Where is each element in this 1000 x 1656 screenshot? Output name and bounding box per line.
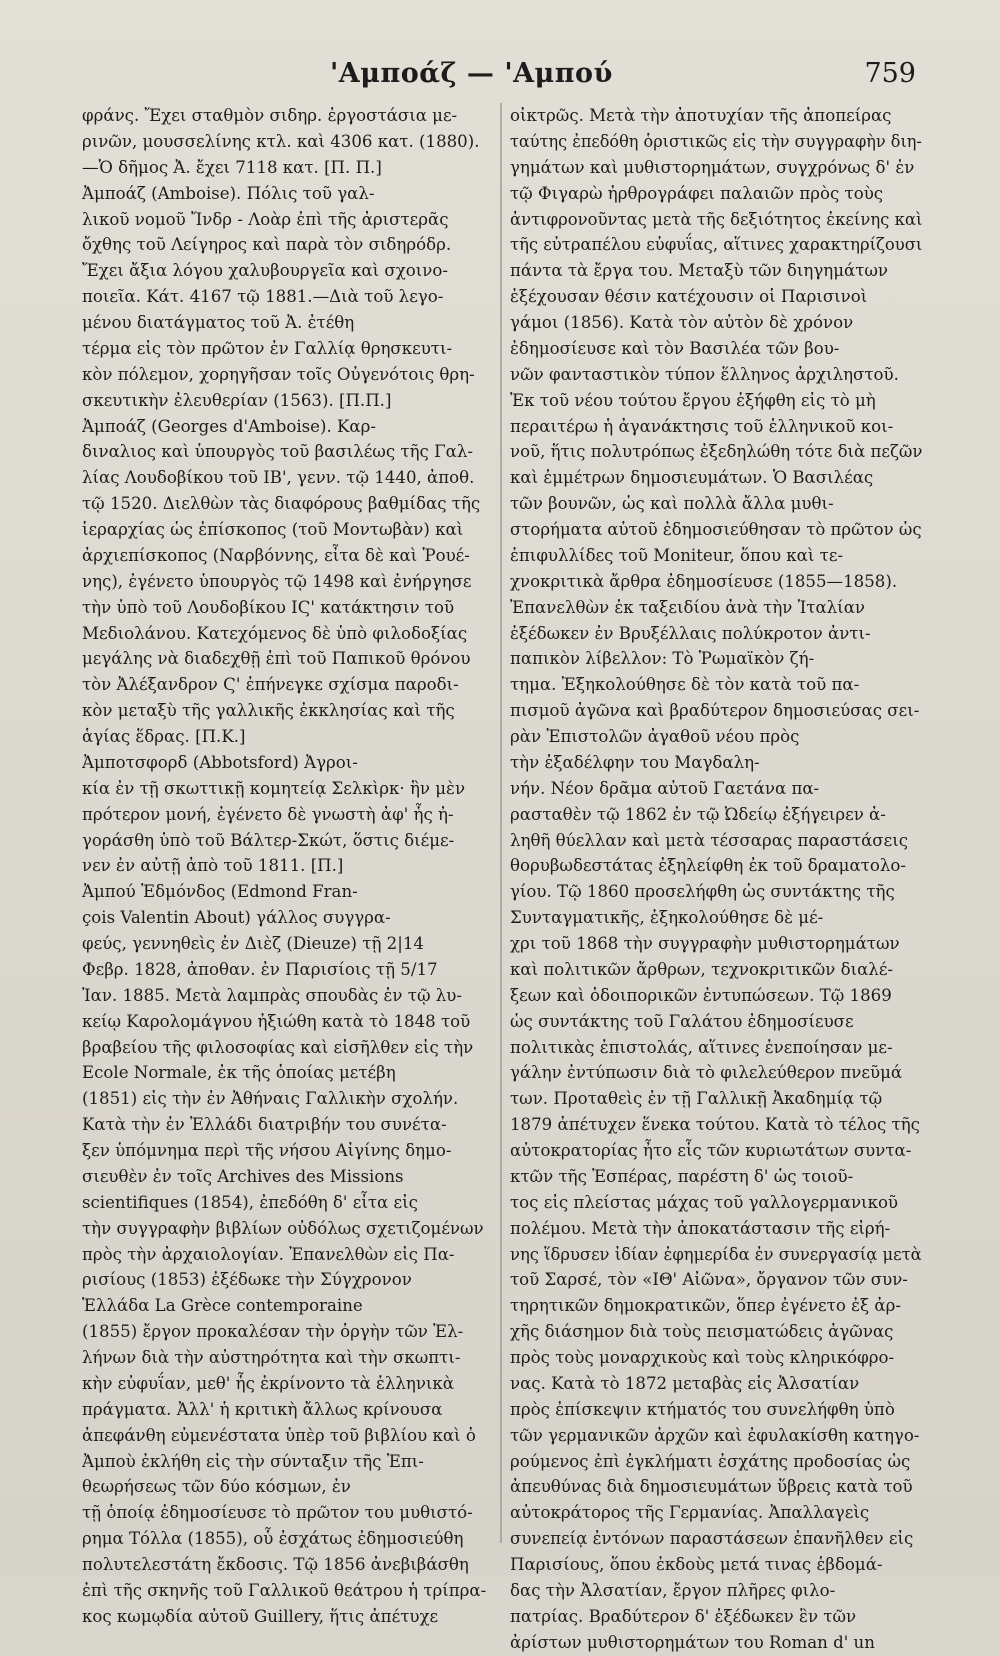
column-divider xyxy=(500,103,502,1543)
text-line: καὶ ἐμμέτρων δημοσιευμάτων. Ὁ Βασιλέας xyxy=(510,468,874,488)
text-line: καὶ πολιτικῶν ἄρθρων, τεχνοκριτικῶν διαλέ- xyxy=(510,959,894,979)
page-header xyxy=(0,58,1000,98)
text-line: τῶν γερμανικῶν ἀρχῶν καὶ ἐφυλακίσθη κατηγο- xyxy=(510,1425,920,1445)
text-line: ρὰν Ἐπιστολῶν ἀγαθοῦ νέου πρὸς xyxy=(510,727,800,746)
text-line: πρὸς τὴν ἀρχαιολογίαν. Ἐπανελθὼν εἰς Πα- xyxy=(82,1244,455,1264)
left-column xyxy=(82,103,510,1630)
text-line: ἐδημοσίευσε καὶ τὸν Βασιλέα τῶν βου- xyxy=(510,338,840,358)
text-line: ἐξέδωκεν ἐν Βρυξέλλαις πολύκροτον ἀντι- xyxy=(510,623,871,643)
text-line: διναλιος καὶ ὑπουργὸς τοῦ βασιλέως τῆς Γαλ- xyxy=(82,442,473,462)
text-line: ρημα Τόλλα (1855), οὗ ἐσχάτως ἐδημοσιεύθη xyxy=(82,1529,464,1549)
text-line: θορυβωδεστάτας ἐξηλείφθη ἐκ τοῦ δραματολο- xyxy=(510,856,906,876)
text-line: Ἀμποάζ (Amboise). Πόλις τοῦ γαλ- xyxy=(82,183,375,203)
text-line: Μεδιολάνου. Κατεχόμενος δὲ ὑπὸ φιλοδοξίας xyxy=(82,623,468,643)
text-line: νας. Κατὰ τὸ 1872 μεταβὰς εἰς Ἀλσατίαν xyxy=(510,1373,860,1393)
text-line: Ἐκ τοῦ νέου τούτου ἔργου ἐξήφθη εἰς τὸ μὴ xyxy=(510,390,876,410)
text-line: νεν ἐν αὐτῇ ἀπὸ τοῦ 1811. [Π.] xyxy=(82,856,344,876)
text-line: Ἔχει ἄξια λόγου χαλυβουργεῖα καὶ σχοινο- xyxy=(82,261,448,281)
text-line: πολιτικὰς ἐπιστολάς, αἵτινες ἐνεποίησαν με- xyxy=(510,1037,893,1057)
text-line: ἐπὶ τῆς σκηνῆς τοῦ Γαλλικοῦ θεάτρου ἡ τρίπρα- xyxy=(82,1580,487,1600)
text-line: σκευτικὴν ἐλευθερίαν (1563). [Π.Π.] xyxy=(82,390,392,410)
text-line: πάντα τὰ ἔργα του. Μεταξὺ τῶν διηγημάτων xyxy=(510,261,889,281)
text-line: Ἑλλάδα La Grèce contemporaine xyxy=(82,1296,363,1316)
text-line: λήνων διὰ τὴν αὐστηρότητα καὶ τὴν σκωπτι- xyxy=(82,1348,461,1367)
text-line: ταύτης ἐπεδόθη ὁριστικῶς εἰς τὴν συγγραφὴν διη- xyxy=(510,131,922,151)
text-line: περαιτέρω ἡ ἀγανάκτησις τοῦ ἑλληνικοῦ κοι- xyxy=(510,416,894,436)
text-line: τῷ Φιγαρὼ ἠρθρογράφει παλαιῶν πρὸς τοὺς xyxy=(510,183,884,203)
text-line: συνεπείᾳ ἐντόνων παραστάσεων ἐπανῆλθεν εἰς xyxy=(510,1529,914,1549)
text-line: πρὸς ἐπίσκεψιν κτήματός του συνελήφθη ὑπὸ xyxy=(510,1399,895,1419)
text-line: λίας Λουδοβίκου τοῦ ΙΒ', γενν. τῷ 1440, ἀποθ. xyxy=(82,468,475,488)
text-line: Ἀμποὺ ἐκλήθη εἰς τὴν σύνταξιν τῆς Ἐπι- xyxy=(82,1451,424,1471)
text-line: ἐπιφυλλίδες τοῦ Moniteur, ὅπου καὶ τε- xyxy=(510,545,844,565)
text-line: κος κωμῳδία αὐτοῦ Guillery, ἥτις ἀπέτυχε xyxy=(82,1606,439,1626)
text-line: νης), ἐγένετο ὑπουργὸς τῷ 1498 καὶ ἐνήργησε xyxy=(82,571,472,591)
text-line: ἐξέχουσαν θέσιν κατέχουσιν οἱ Παρισινοὶ xyxy=(510,287,868,307)
text-line: γάλην ἐντύπωσιν διὰ τὸ φιλελεύθερον πνεῦμά xyxy=(510,1063,903,1083)
text-line: Ἀμποάζ (Georges d'Amboise). Καρ- xyxy=(82,416,376,436)
text-line: Ἀμποτσφορδ (Abbotsford) Ἀγροι- xyxy=(82,752,358,772)
text-line: (1851) εἰς τὴν ἐν Ἀθήναις Γαλλικὴν σχολήν. xyxy=(82,1089,459,1109)
text-line: ὄχθης τοῦ Λείγηρος καὶ παρὰ τὸν σιδηρόδρ. xyxy=(82,235,452,255)
text-line: ἀρχιεπίσκοπος (Ναρβόννης, εἶτα δὲ καὶ Ῥουέ- xyxy=(82,545,470,565)
text-line: τηρητικῶν δημοκρατικῶν, ὅπερ ἐγένετο ἐξ ἀρ- xyxy=(510,1296,901,1316)
text-line: σιευθὲν ἐν τοῖς Archives des Missions xyxy=(82,1166,404,1186)
text-line: νης ἵδρυσεν ἰδίαν ἐφημερίδα ἐν συνεργασίᾳ μετὰ xyxy=(510,1244,922,1264)
text-line: κείῳ Καρολομάγνου ἠξιώθη κατὰ τὸ 1848 τοῦ xyxy=(82,1011,471,1031)
text-line: των. Προταθεὶς ἐν τῇ Γαλλικῇ Ἀκαδημίᾳ τῷ xyxy=(510,1089,883,1109)
text-line: ἱεραρχίας ὡς ἐπίσκοπος (τοῦ Μοντωβὰν) καὶ xyxy=(82,520,464,539)
text-line: τὴν συγγραφὴν βιβλίων οὐδόλως σχετιζομένων xyxy=(82,1218,484,1238)
text-line: πολέμου. Μετὰ τὴν ἀποκατάστασιν τῆς εἰρή- xyxy=(510,1218,891,1238)
text-line: κτῶν τῆς Ἑσπέρας, παρέστη δ' ὡς τοιοῦ- xyxy=(510,1166,854,1186)
text-line: Ἰαν. 1885. Μετὰ λαμπρὰς σπουδὰς ἐν τῷ λυ- xyxy=(82,985,462,1005)
text-line: —Ὁ δῆμος Ἀ. ἔχει 7118 κατ. [Π. Π.] xyxy=(82,157,382,177)
text-line: αὐτοκρατορίας ἦτο εἷς τῶν κυριωτάτων συντα- xyxy=(510,1141,912,1160)
text-line: Ecole Normale, ἐκ τῆς ὁποίας μετέβη xyxy=(82,1063,396,1083)
text-line: Κατὰ τὴν ἐν Ἑλλάδι διατριβήν του συνέτα- xyxy=(82,1115,447,1135)
text-line: ἀπεφάνθη εὐμενέστατα ὑπὲρ τοῦ βιβλίου καὶ ὁ xyxy=(82,1425,476,1445)
text-line: πατρίας. Βραδύτερον δ' ἐξέδωκεν ἓν τῶν xyxy=(510,1606,857,1626)
text-line: στορήματα αὐτοῦ ἐδημοσιεύθησαν τὸ πρῶτον ὡς xyxy=(510,520,922,539)
text-line: κὸν μεταξὺ τῆς γαλλικῆς ἐκκλησίας καὶ τῆς xyxy=(82,701,455,721)
text-line: ρισίους (1853) ἐξέδωκε τὴν Σύγχρονον xyxy=(82,1270,412,1290)
text-line: νήν. Νέον δρᾶμα αὐτοῦ Γαετάνα πα- xyxy=(510,778,820,798)
text-line: Συνταγματικῆς, ἐξηκολούθησε δὲ μέ- xyxy=(510,908,824,928)
text-line: ξεν ὑπόμνημα περὶ τῆς νήσου Αἰγίνης δημο- xyxy=(82,1141,452,1160)
text-line: μεγάλης νὰ διαδεχθῇ ἐπὶ τοῦ Παπικοῦ θρόνου xyxy=(82,649,471,669)
text-line: φεύς, γεννηθεὶς ἐν Διὲζ (Dieuze) τῇ 2|14 xyxy=(82,934,424,953)
text-line: τῶν βουνῶν, ὡς καὶ πολλὰ ἄλλα μυθι- xyxy=(510,494,834,514)
text-line: πρὸς τοὺς μοναρχικοὺς καὶ τοὺς κληρικόφρο- xyxy=(510,1348,895,1367)
text-line: γάμοι (1856). Κατὰ τὸν αὐτὸν δὲ χρόνον xyxy=(510,313,854,332)
text-line: μένου διατάγματος τοῦ Ἀ. ἐτέθη xyxy=(82,313,355,332)
text-line: τέρμα εἰς τὸν πρῶτον ἐν Γαλλίᾳ θρησκευτι- xyxy=(82,338,453,358)
text-line: τὴν ὑπὸ τοῦ Λουδοβίκου ΙϚ' κατάκτησιν τοῦ xyxy=(82,597,455,617)
text-line: τῷ 1520. Διελθὼν τὰς διαφόρους βαθμίδας τῆς xyxy=(82,494,481,514)
text-line: τοῦ Σαρσέ, τὸν «ΙΘ' Αἰῶνα», ὄργανον τῶν συν- xyxy=(510,1270,908,1290)
text-line: οἰκτρῶς. Μετὰ τὴν ἀποτυχίαν τῆς ἀποπείρας xyxy=(510,106,892,125)
text-line: Ἀμπού Ἐδμόνδος (Edmond Fran- xyxy=(82,882,358,902)
text-line: πράγματα. Ἀλλ' ἡ κριτικὴ ἄλλως κρίνουσα xyxy=(82,1399,443,1419)
text-line: γοράσθη ὑπὸ τοῦ Βάλτερ-Σκώτ, ὅστις διέμε- xyxy=(82,830,455,850)
text-line: παπικὸν λίβελλον: Τὸ Ῥωμαϊκὸν ζή- xyxy=(510,649,815,669)
text-line: ρούμενος ἐπὶ ἐγκλήματι ἐσχάτης προδοσίας ὡς xyxy=(510,1451,911,1471)
text-line: Παρισίους, ὅπου ἐκδοὺς μετά τινας ἑβδομά- xyxy=(510,1555,883,1574)
page-number: 759 xyxy=(864,58,916,89)
text-line: γίου. Τῷ 1860 προσελήφθη ὡς συντάκτης τῆς xyxy=(510,882,895,902)
text-line: τὸν Ἀλέξανδρον Ϛ' ἐπήνεγκε σχίσμα παροδι- xyxy=(82,675,459,695)
text-line: βραβείου τῆς φιλοσοφίας καὶ εἰσῆλθεν εἰς τὴν xyxy=(82,1037,474,1057)
text-line: χνοκριτικὰ ἄρθρα ἐδημοσίευσε (1855—1858). xyxy=(510,571,898,591)
text-line: τος εἰς πλείστας μάχας τοῦ γαλλογερμανικοῦ xyxy=(510,1192,899,1212)
text-line: χῆς διάσημον διὰ τοὺς πεισματώδεις ἀγῶνας xyxy=(510,1322,894,1342)
text-line: πολυτελεστάτη ἔκδοσις. Τῷ 1856 ἀνεβιβάσθη xyxy=(82,1555,469,1574)
text-line: λικοῦ νομοῦ Ἴνδρ - Λοὰρ ἐπὶ τῆς ἀριστερᾶς xyxy=(82,209,449,229)
text-line: ἀπευθύνας διὰ δημοσιευμάτων ὕβρεις κατὰ τοῦ xyxy=(510,1477,913,1497)
right-column xyxy=(510,103,922,1656)
text-line: νῶν φανταστικὸν τύπον ἕλληνος ἀρχιληστοῦ. xyxy=(510,364,899,384)
text-line: (1855) ἔργον προκαλέσαν τὴν ὀργὴν τῶν Ἑλ- xyxy=(82,1322,464,1342)
running-title: 'Αμποάζ — 'Αμπού xyxy=(330,58,613,89)
text-line: γημάτων καὶ μυθιστορημάτων, συγχρόνως δ' ἐν xyxy=(510,157,915,177)
text-line: κὴν εὐφυΐαν, μεθ' ἧς ἐκρίνοντο τὰ ἑλληνικὰ xyxy=(82,1373,454,1393)
text-line: ἀντιφρονοῦντας μετὰ τῆς δεξιότητος ἐκείνης καὶ xyxy=(510,209,922,229)
text-line: κὸν πόλεμον, χορηγῆσαν τοῖς Οὐγενότοις θρη- xyxy=(82,364,475,384)
text-line: ρινῶν, μουσσελίνης κτλ. καὶ 4306 κατ. (1880). xyxy=(82,131,480,151)
text-line: Ἐπανελθὼν ἐκ ταξειδίου ἀνὰ τὴν Ἰταλίαν xyxy=(510,597,865,617)
text-line: θεωρήσεως τῶν δύο κόσμων, ἐν xyxy=(82,1477,351,1497)
text-line: 1879 ἀπέτυχεν ἕνεκα τούτου. Κατὰ τὸ τέλος τῆς xyxy=(510,1115,920,1135)
text-line: κία ἐν τῇ σκωττικῇ κομητείᾳ Σελκὶρκ· ἣν μὲν xyxy=(82,778,466,798)
text-line: ποιεῖα. Κάτ. 4167 τῷ 1881.—Διὰ τοῦ λεγο- xyxy=(82,287,444,307)
text-line: ξεων καὶ ὁδοιπορικῶν ἐντυπώσεων. Τῷ 1869 xyxy=(510,985,892,1005)
text-line: ἀρίστων μυθιστορημάτων του Roman d' un xyxy=(510,1632,875,1652)
text-line: νοῦ, ἥτις πολυτρόπως ἐξεδηλώθη τότε διὰ πεζῶν xyxy=(510,442,922,462)
text-line: χρι τοῦ 1868 τὴν συγγραφὴν μυθιστορημάτων xyxy=(510,934,900,953)
text-line: πρότερον μονή, ἐγένετο δὲ γνωστὴ ἀφ' ἧς ἠ- xyxy=(82,804,454,824)
text-line: Φεβρ. 1828, ἀποθαν. ἐν Παρισίοις τῇ 5/17 xyxy=(82,959,438,979)
text-line: τὴν ἐξαδέλφην του Μαγδαλη- xyxy=(510,752,760,772)
text-line: çois Valentin About) γάλλος συγγρα- xyxy=(82,908,391,928)
text-line: τημα. Ἐξηκολούθησε δὲ τὸν κατὰ τοῦ πα- xyxy=(510,675,860,695)
text-line: ἁγίας ἕδρας. [Π.Κ.] xyxy=(82,727,246,746)
text-line: φράνς. Ἔχει σταθμὸν σιδηρ. ἐργοστάσια με- xyxy=(82,106,458,125)
text-line: τῆς εὐτραπέλου εὐφυΐας, αἵτινες χαρακτηρίζουσι xyxy=(510,235,922,255)
text-line: ὡς συντάκτης τοῦ Γαλάτου ἐδημοσίευσε xyxy=(510,1011,854,1031)
text-line: ρασταθὲν τῷ 1862 ἐν τῷ Ὠδείῳ ἐξήγειρεν ἀ- xyxy=(510,804,886,824)
text-line: τῇ ὁποίᾳ ἐδημοσίευσε τὸ πρῶτον του μυθιστό- xyxy=(82,1503,473,1523)
text-line: αὐτοκράτορος τῆς Γερμανίας. Ἀπαλλαγεὶς xyxy=(510,1503,870,1523)
text-line: δας τὴν Ἀλσατίαν, ἔργον πλῆρες φιλο- xyxy=(510,1580,836,1600)
text-line: ληθῆ θύελλαν καὶ μετὰ τέσσαρας παραστάσεις xyxy=(510,830,909,850)
text-line: scientifiques (1854), ἐπεδόθη δ' εἶτα εἰς xyxy=(82,1192,418,1212)
text-line: πισμοῦ ἀγῶνα καὶ βραδύτερον δημοσιεύσας σει- xyxy=(510,701,920,721)
